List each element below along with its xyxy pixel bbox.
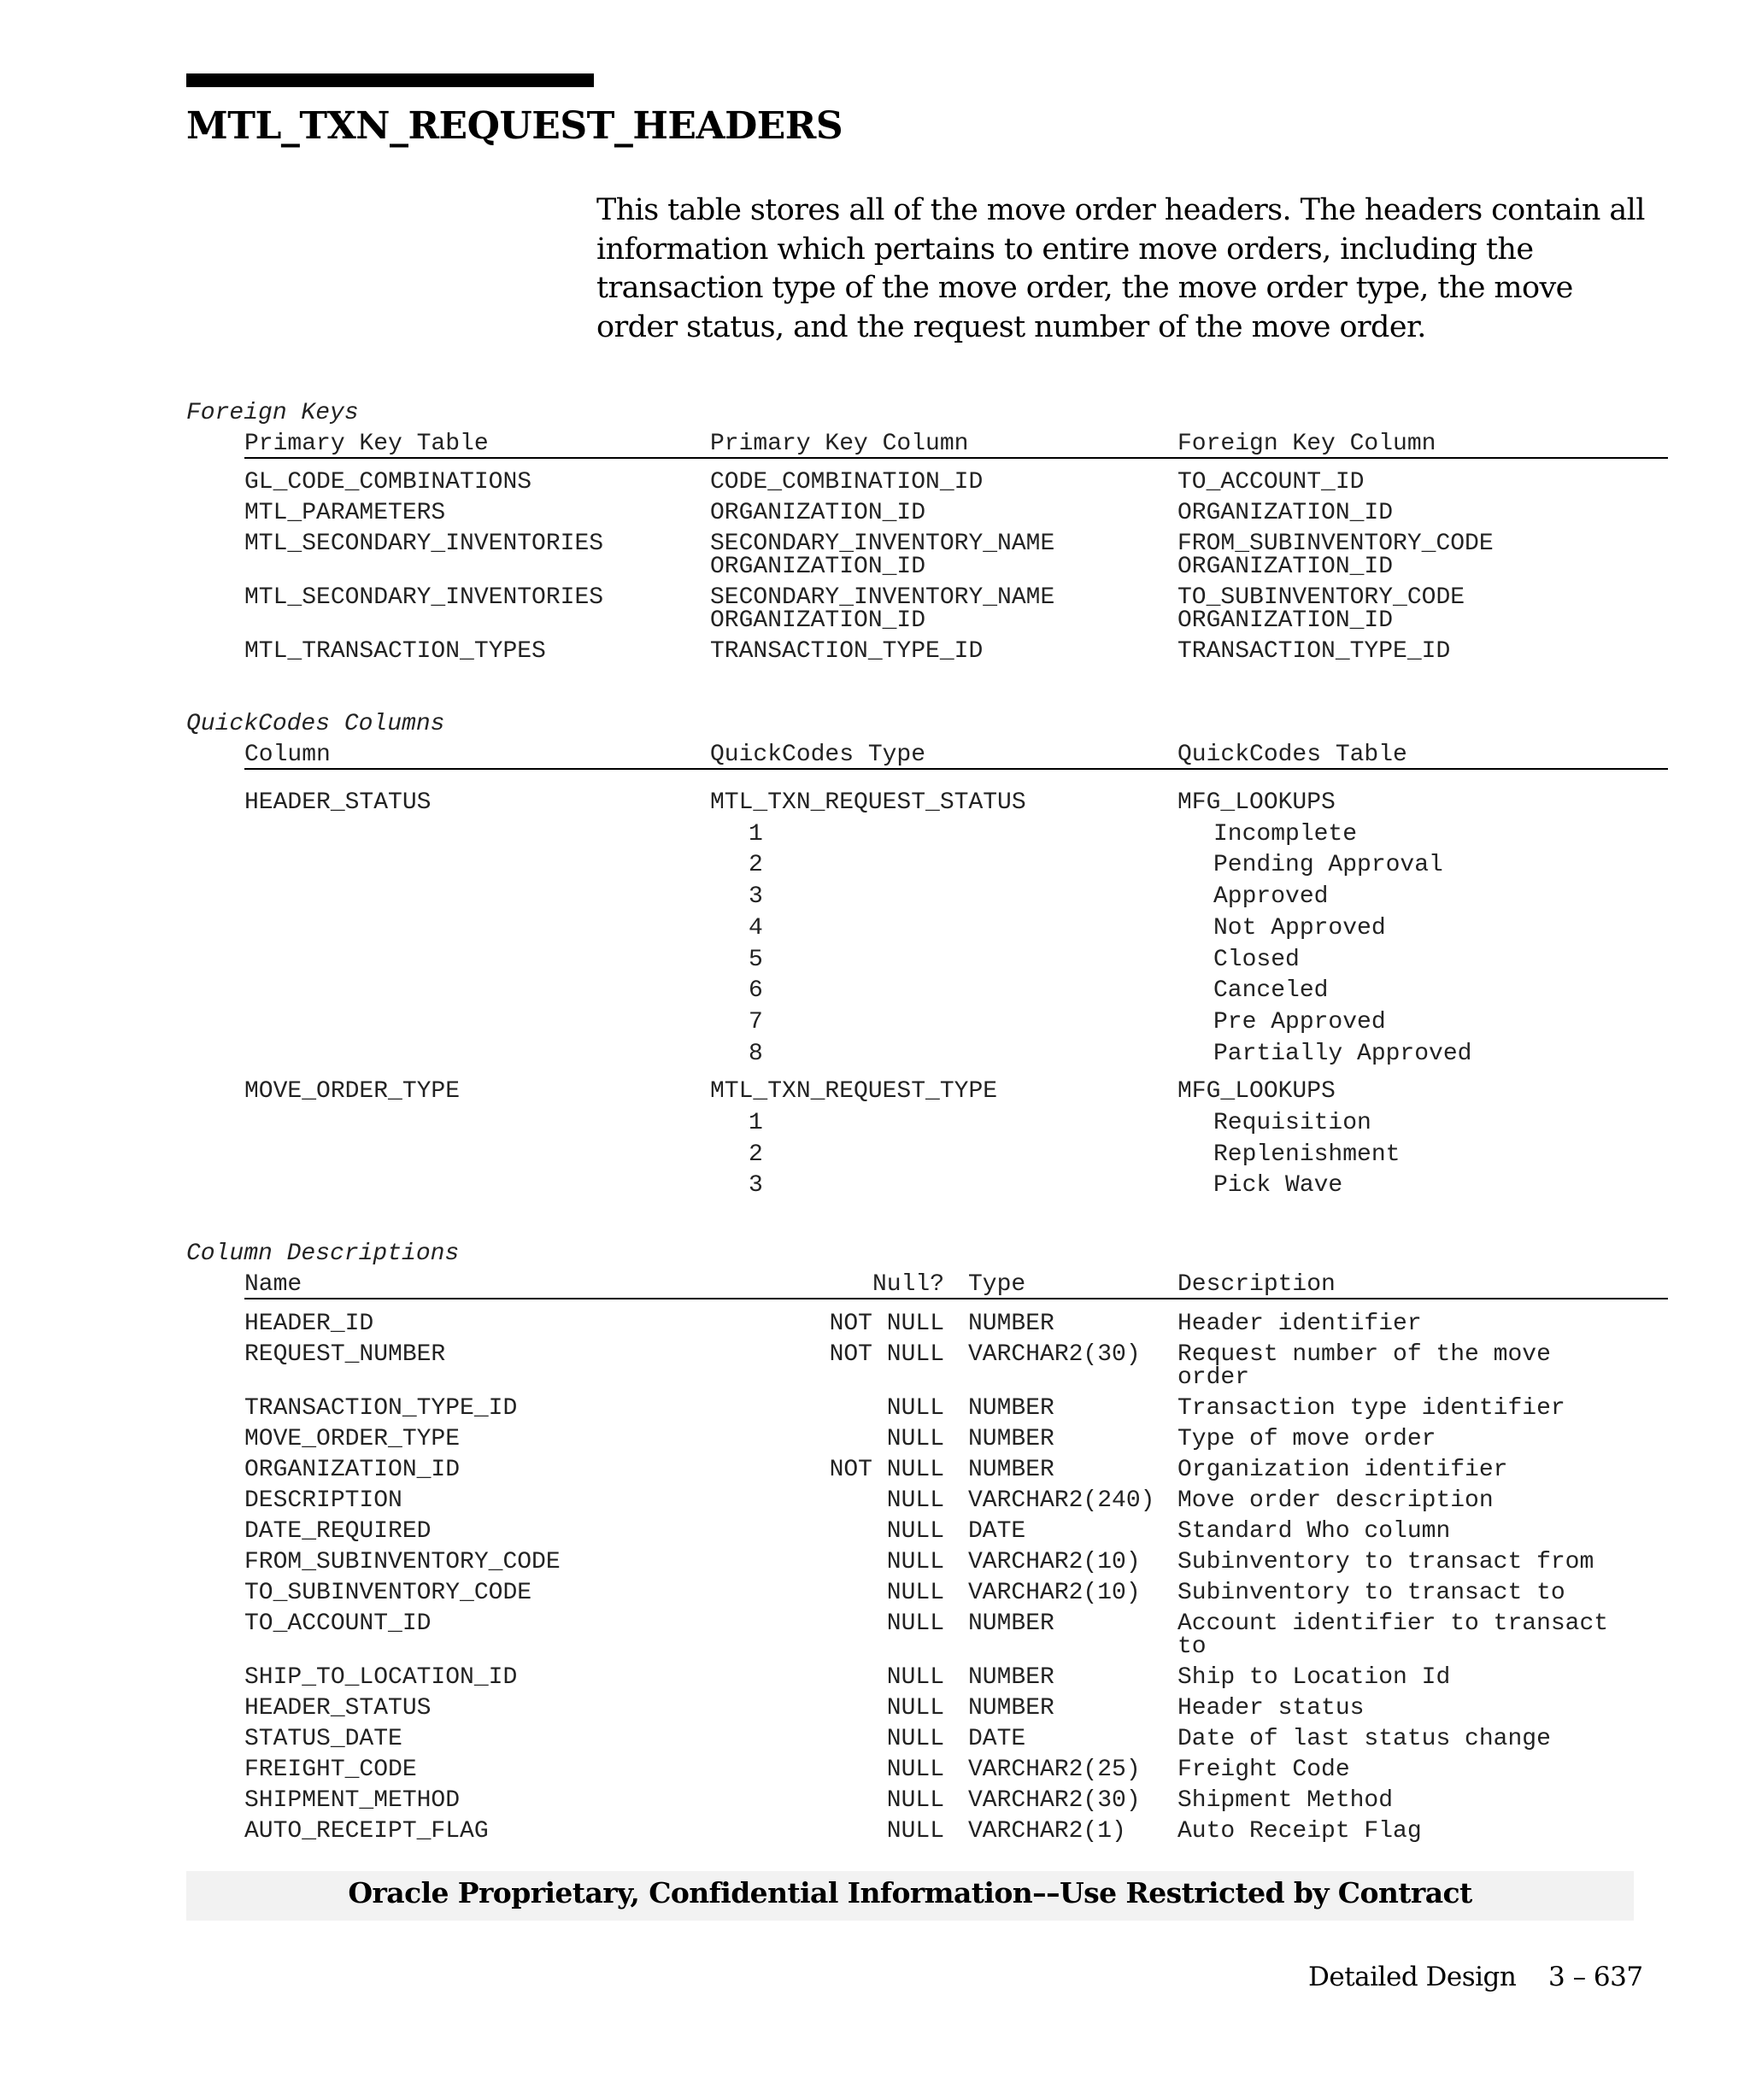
qc-code-cell: 8 [749,1040,763,1067]
column-name-cell: HEADER_STATUS [244,1695,432,1722]
column-null-cell: NULL [886,1726,944,1752]
column-type-cell: VARCHAR2(240) [968,1487,1155,1514]
col-header-description: Description [1177,1271,1336,1298]
fk-pk-cell: CODE_COMBINATION_ID [710,469,984,496]
column-name-cell: DATE_REQUIRED [244,1518,432,1545]
qc-type-cell: MTL_TXN_REQUEST_TYPE [710,1078,998,1106]
column-type-cell: VARCHAR2(10) [968,1580,1141,1606]
fk-pk-cell: TRANSACTION_TYPE_ID [710,638,984,665]
qc-meaning-cell: Canceled [1213,977,1329,1005]
column-type-cell: NUMBER [968,1695,1054,1722]
fk-fk-cell: ORGANIZATION_ID [1177,607,1394,634]
qc-meaning-cell: Pre Approved [1213,1008,1386,1035]
column-name-cell: TO_ACCOUNT_ID [244,1610,432,1637]
section-name: Detailed Design [1308,1962,1517,1992]
foreign-keys-heading: Foreign Keys [186,400,359,426]
qc-meaning-cell: Closed [1213,946,1300,973]
fk-table-cell: MTL_SECONDARY_INVENTORIES [244,584,604,611]
column-description-cell: Transaction type identifier [1177,1395,1565,1422]
column-name-cell: REQUEST_NUMBER [244,1341,446,1368]
fk-table-cell: MTL_TRANSACTION_TYPES [244,638,546,665]
fk-fk-cell: ORGANIZATION_ID [1177,500,1394,526]
fk-pk-cell: SECONDARY_INVENTORY_NAME [710,531,1055,557]
qc-code-cell: 5 [749,946,763,973]
column-name-cell: ORGANIZATION_ID [244,1457,461,1483]
fk-fk-cell: FROM_SUBINVENTORY_CODE [1177,531,1494,557]
column-name-cell: AUTO_RECEIPT_FLAG [244,1818,489,1845]
col-header-rule [244,1298,1668,1299]
fk-fk-cell: TO_ACCOUNT_ID [1177,469,1365,496]
column-description-cell: Date of last status change [1177,1726,1551,1752]
qc-meaning-cell: Pending Approval [1213,852,1443,879]
column-description-cell: Header identifier [1177,1311,1422,1337]
qc-meaning-cell: Incomplete [1213,820,1358,848]
fk-fk-cell: TO_SUBINVENTORY_CODE [1177,584,1465,611]
column-type-cell: NUMBER [968,1457,1054,1483]
qc-code-cell: 2 [749,1141,763,1168]
column-name-cell: FROM_SUBINVENTORY_CODE [244,1549,561,1575]
column-description-cell: Auto Receipt Flag [1177,1818,1422,1845]
column-type-cell: NUMBER [968,1426,1054,1452]
fk-header-table: Primary Key Table [244,431,489,457]
column-type-cell: VARCHAR2(30) [968,1341,1141,1368]
qc-column-cell: MOVE_ORDER_TYPE [244,1078,461,1106]
fk-header-fk-column: Foreign Key Column [1177,431,1436,457]
qc-code-cell: 1 [749,1110,763,1136]
column-null-cell: NULL [886,1580,944,1606]
column-description-cell: Shipment Method [1177,1787,1394,1814]
column-null-cell: NULL [886,1664,944,1691]
column-name-cell: MOVE_ORDER_TYPE [244,1426,461,1452]
column-null-cell: NOT NULL [829,1457,944,1483]
column-type-cell: DATE [968,1518,1026,1545]
qc-code-cell: 7 [749,1008,763,1035]
column-null-cell: NULL [886,1487,944,1514]
col-header-name: Name [244,1271,302,1298]
column-null-cell: NULL [886,1610,944,1637]
column-null-cell: NULL [886,1757,944,1783]
fk-fk-cell: TRANSACTION_TYPE_ID [1177,638,1451,665]
column-type-cell: NUMBER [968,1395,1054,1422]
column-description-cell: Organization identifier [1177,1457,1508,1483]
column-name-cell: TRANSACTION_TYPE_ID [244,1395,518,1422]
qc-header-table: QuickCodes Table [1177,742,1407,768]
page-title: MTL_TXN_REQUEST_HEADERS [186,104,843,148]
fk-table-cell: GL_CODE_COMBINATIONS [244,469,532,496]
column-description-cell: order [1177,1364,1250,1391]
column-null-cell: NULL [886,1818,944,1845]
column-type-cell: VARCHAR2(1) [968,1818,1126,1845]
column-null-cell: NOT NULL [829,1311,944,1337]
column-description-cell: Subinventory to transact to [1177,1580,1565,1606]
column-type-cell: NUMBER [968,1664,1054,1691]
page-number: 3 – 637 [1548,1962,1643,1992]
qc-code-cell: 3 [749,883,763,911]
qc-meaning-cell: Pick Wave [1213,1172,1343,1200]
column-description-cell: Standard Who column [1177,1518,1451,1545]
qc-code-cell: 4 [749,914,763,941]
column-name-cell: SHIP_TO_LOCATION_ID [244,1664,518,1691]
qc-column-cell: HEADER_STATUS [244,789,432,816]
column-null-cell: NULL [886,1426,944,1452]
column-description-cell: to [1177,1634,1207,1660]
column-type-cell: VARCHAR2(25) [968,1757,1141,1783]
column-name-cell: TO_SUBINVENTORY_CODE [244,1580,532,1606]
qc-code-cell: 3 [749,1172,763,1200]
column-null-cell: NULL [886,1787,944,1814]
fk-pk-cell: ORGANIZATION_ID [710,554,926,580]
column-descriptions-heading: Column Descriptions [186,1241,460,1267]
qc-meaning-cell: Partially Approved [1213,1040,1472,1067]
column-type-cell: VARCHAR2(10) [968,1549,1141,1575]
qc-header-rule [244,768,1668,770]
column-name-cell: HEADER_ID [244,1311,374,1337]
fk-fk-cell: ORGANIZATION_ID [1177,554,1394,580]
column-description-cell: Header status [1177,1695,1365,1722]
qc-meaning-cell: Not Approved [1213,914,1386,941]
qc-header-column: Column [244,742,331,768]
column-name-cell: SHIPMENT_METHOD [244,1787,461,1814]
fk-header-pk-column: Primary Key Column [710,431,969,457]
column-null-cell: NOT NULL [829,1341,944,1368]
fk-table-cell: MTL_SECONDARY_INVENTORIES [244,531,604,557]
qc-type-cell: MTL_TXN_REQUEST_STATUS [710,789,1026,816]
qc-meaning-cell: Replenishment [1213,1141,1401,1168]
qc-header-type: QuickCodes Type [710,742,926,768]
column-null-cell: NULL [886,1395,944,1422]
column-type-cell: DATE [968,1726,1026,1752]
column-description-cell: Type of move order [1177,1426,1436,1452]
column-description-cell: Account identifier to transact [1177,1610,1609,1637]
column-description-cell: Request number of the move [1177,1341,1551,1368]
qc-table-cell: MFG_LOOKUPS [1177,789,1336,816]
column-null-cell: NULL [886,1549,944,1575]
qc-code-cell: 6 [749,977,763,1005]
fk-header-rule [244,457,1668,459]
title-rule [186,73,594,87]
fk-pk-cell: ORGANIZATION_ID [710,500,926,526]
column-type-cell: NUMBER [968,1311,1054,1337]
fk-pk-cell: SECONDARY_INVENTORY_NAME [710,584,1055,611]
column-name-cell: FREIGHT_CODE [244,1757,417,1783]
qc-meaning-cell: Approved [1213,883,1329,911]
column-description-cell: Freight Code [1177,1757,1350,1783]
column-null-cell: NULL [886,1518,944,1545]
column-description-cell: Subinventory to transact from [1177,1549,1594,1575]
col-header-type: Type [968,1271,1026,1298]
qc-code-cell: 1 [749,820,763,848]
column-description-cell: Ship to Location Id [1177,1664,1451,1691]
qc-code-cell: 2 [749,852,763,879]
confidential-notice: Oracle Proprietary, Confidential Information––Use Restricted by Contract [348,1876,1472,1909]
qc-meaning-cell: Requisition [1213,1110,1371,1136]
column-description-cell: Move order description [1177,1487,1494,1514]
column-type-cell: VARCHAR2(30) [968,1787,1141,1814]
qc-table-cell: MFG_LOOKUPS [1177,1078,1336,1106]
fk-pk-cell: ORGANIZATION_ID [710,607,926,634]
fk-table-cell: MTL_PARAMETERS [244,500,446,526]
column-name-cell: STATUS_DATE [244,1726,402,1752]
column-type-cell: NUMBER [968,1610,1054,1637]
column-name-cell: DESCRIPTION [244,1487,402,1514]
column-null-cell: NULL [886,1695,944,1722]
quickcodes-heading: QuickCodes Columns [186,711,445,737]
col-header-null: Null? [872,1271,944,1298]
table-description: This table stores all of the move order headers. The headers contain all information which pertains to entire move orders, including the transaction type of the move order, the move order type, the move order status, and the request number of the move order. [596,193,1645,344]
